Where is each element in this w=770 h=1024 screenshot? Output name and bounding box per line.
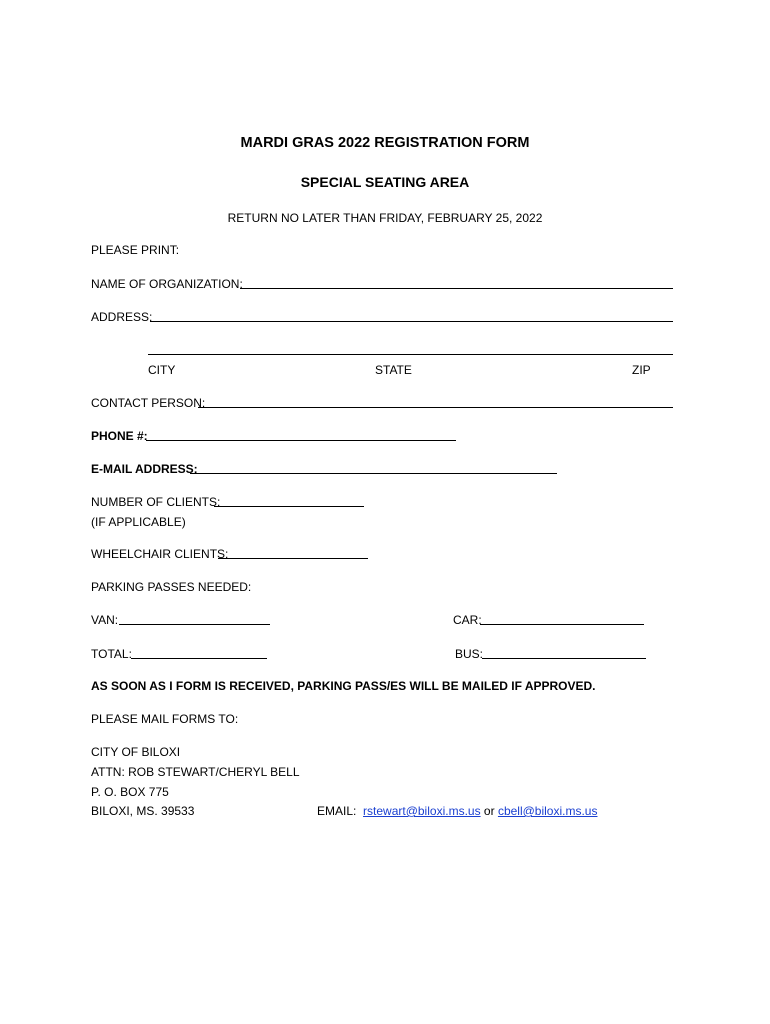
car-label: CAR: (453, 613, 482, 627)
email-link-cbell[interactable]: cbell@biloxi.ms.us (497, 804, 598, 818)
address-label: ADDRESS: (91, 310, 153, 324)
email-field[interactable] (190, 473, 557, 474)
please-print-label: PLEASE PRINT: (91, 243, 180, 257)
zip-label: ZIP (632, 363, 651, 377)
total-field[interactable] (131, 658, 267, 659)
wheelchair-clients-field[interactable] (218, 558, 368, 559)
bus-field[interactable] (482, 658, 646, 659)
number-of-clients-label: NUMBER OF CLIENTS: (91, 495, 221, 509)
mail-address-line-1: CITY OF BILOXI (91, 745, 181, 759)
car-field[interactable] (480, 624, 644, 625)
contact-person-label: CONTACT PERSON: (91, 396, 206, 410)
email-or-text: or (483, 804, 495, 818)
wheelchair-clients-label: WHEELCHAIR CLIENTS: (91, 547, 229, 561)
mail-to-label: PLEASE MAIL FORMS TO: (91, 712, 239, 726)
form-title: MARDI GRAS 2022 REGISTRATION FORM (240, 135, 530, 151)
bus-label: BUS: (455, 647, 484, 661)
number-of-clients-field[interactable] (214, 506, 364, 507)
city-label: CITY (148, 363, 176, 377)
email-label: E-MAIL ADDRESS: (91, 462, 198, 476)
phone-field[interactable] (146, 440, 456, 441)
total-label: TOTAL: (91, 647, 132, 661)
contact-person-field[interactable] (198, 407, 673, 408)
email-link-rstewart[interactable]: rstewart@biloxi.ms.us (363, 804, 481, 818)
return-deadline: RETURN NO LATER THAN FRIDAY, FEBRUARY 25, 2022 (227, 211, 543, 225)
state-label: STATE (375, 363, 412, 377)
email-contact-label: EMAIL: (317, 804, 357, 818)
city-state-zip-field[interactable] (148, 354, 673, 355)
mail-address-line-3: P. O. BOX 775 (91, 785, 169, 799)
mail-address-line-2: ATTN: ROB STEWART/CHERYL BELL (91, 765, 300, 779)
email-contacts (317, 803, 597, 819)
phone-label: PHONE #: (91, 429, 148, 443)
van-field[interactable] (119, 624, 270, 625)
parking-passes-label: PARKING PASSES NEEDED: (91, 580, 252, 594)
address-field[interactable] (150, 321, 673, 322)
organization-label: NAME OF ORGANIZATION: (91, 277, 243, 291)
if-applicable-note: (IF APPLICABLE) (91, 515, 186, 529)
form-subtitle: SPECIAL SEATING AREA (300, 174, 470, 190)
organization-field[interactable] (240, 288, 673, 289)
van-label: VAN: (91, 613, 119, 627)
approval-notice: AS SOON AS I FORM IS RECEIVED, PARKING PASS/ES WILL BE MAILED IF APPROVED. (91, 679, 596, 693)
mail-address-line-4: BILOXI, MS. 39533 (91, 804, 195, 818)
